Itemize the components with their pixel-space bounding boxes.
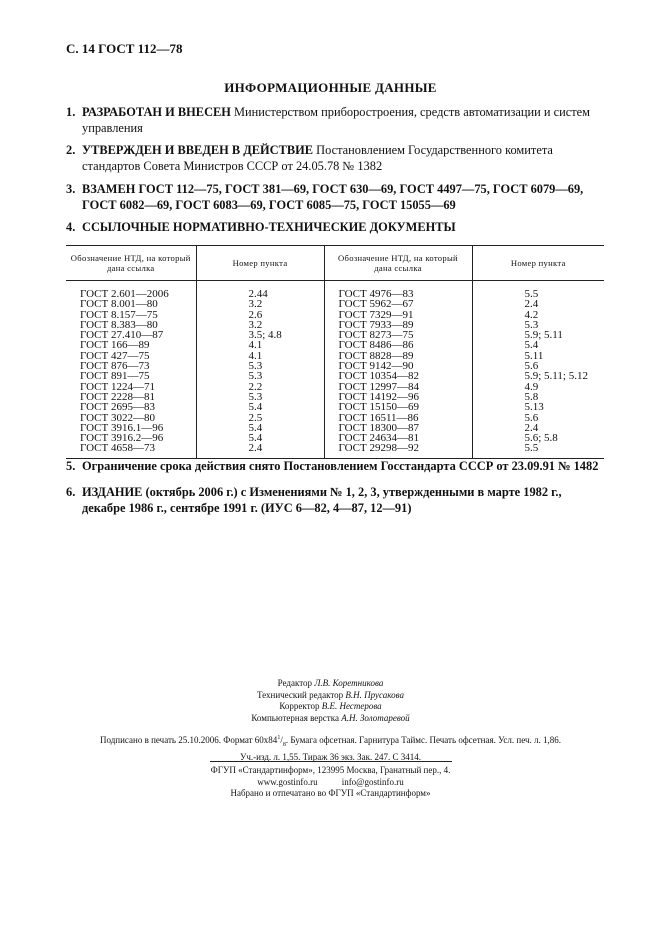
editor-role: Редактор [277, 678, 313, 688]
tech-editor-line [0, 690, 661, 702]
clause-number-cell: 5.3 [196, 392, 324, 402]
clause-number-cell: 5.8 [524, 390, 539, 403]
clause-number-cell: 5.3 [524, 318, 539, 331]
print-info-line-1 [40, 732, 621, 751]
editor-name: Л.В. Коретникова [314, 678, 384, 688]
clause-number-cell: 5.11 [524, 349, 544, 362]
item-number: 1. [66, 105, 76, 119]
info-item-2 [66, 142, 606, 174]
ntd-designation-cell: ГОСТ 2695—83 [66, 402, 196, 412]
item-number: 5. [66, 459, 76, 473]
ntd-designation-cell: ГОСТ 14192—96 [324, 392, 472, 402]
publisher-website[interactable]: www.gostinfo.ru [257, 776, 318, 787]
ntd-designation-cell: ГОСТ 8273—75 [324, 330, 472, 340]
ntd-designation-cell: ГОСТ 2.601—2006 [66, 281, 196, 300]
ntd-designation-cell: ГОСТ 7933—89 [324, 320, 472, 330]
ntd-designation-cell: ГОСТ 24634—81 [324, 433, 472, 443]
clause-number-cell: 3.5; 4.8 [196, 330, 324, 340]
ntd-designation-cell: ГОСТ 8486—86 [324, 340, 472, 350]
ntd-designation-cell: ГОСТ 166—89 [66, 340, 196, 350]
corrector-line [0, 701, 661, 713]
info-item-3 [66, 181, 606, 213]
clause-number-cell: 2.4 [524, 298, 539, 311]
ntd-designation-cell: ГОСТ 3916.1—96 [66, 423, 196, 433]
header-clause-1: Номер пункта [196, 246, 324, 281]
clause-number-cell: 5.3 [196, 371, 324, 381]
ntd-designation-cell: ГОСТ 8.001—80 [66, 299, 196, 309]
ntd-designation-cell: ГОСТ 5962—67 [324, 299, 472, 309]
tech-editor-name: В.Н. Прусакова [345, 689, 405, 700]
item-number: 4. [66, 220, 76, 234]
info-item-6 [66, 484, 606, 516]
ntd-designation-cell: ГОСТ 27.410—87 [66, 330, 196, 340]
ntd-designation-cell: ГОСТ 9142—90 [324, 361, 472, 371]
ntd-designation-cell: ГОСТ 7329—91 [324, 310, 472, 320]
publisher-info [0, 765, 661, 800]
corrector-name: В.Е. Нестерова [321, 701, 382, 711]
ntd-designation-cell: ГОСТ 12997—84 [324, 382, 472, 392]
table-row [66, 443, 604, 458]
format-slash: / [280, 735, 283, 745]
ntd-designation-cell: ГОСТ 2228—81 [66, 392, 196, 402]
item-number: 6. [66, 485, 76, 499]
layout-line [0, 713, 661, 725]
clause-number-cell: 5.13 [524, 401, 544, 414]
running-head: С. 14 ГОСТ 112—78 [66, 41, 183, 56]
clause-number-cell: 3.2 [196, 299, 324, 309]
clause-number-cell: 5.9; 5.11; 5.12 [524, 370, 588, 383]
publisher-contacts [0, 777, 661, 789]
ntd-designation-cell: ГОСТ 3022—80 [66, 413, 196, 423]
item-text: ВЗАМЕН ГОСТ 112—75, ГОСТ 381—69, ГОСТ 630—69, ГОСТ 4497—75, ГОСТ 6079—69, ГОСТ 6082—69, ГОСТ 6083—69, ГОСТ 6085—75, ГОСТ 15055—69 [82, 182, 584, 212]
clause-number-cell: 5.5 [472, 443, 604, 458]
print-info-part: Подписано в печать 25.10.2006. Формат 60х84 [99, 735, 278, 745]
format-sub: 8 [282, 741, 286, 748]
print-info-line-2: Уч.-изд. л. 1,55. Тираж 36 экз. Зак. 247. С 3414. [239, 751, 422, 762]
header-ntd-2: Обозначение НТД, на который дана ссылка [324, 246, 472, 281]
clause-number-cell: 3.2 [196, 320, 324, 330]
item-text: ИЗДАНИЕ (октябрь 2006 г.) с Изменениями № 1, 2, 3, утвержденными в марте 1982 г., декабре 1986 г., сентябре 1991 г. (ИУС 6—82, 4—87, 12—91) [82, 485, 562, 515]
clause-number-cell: 5.3 [196, 361, 324, 371]
editor-line [0, 678, 661, 690]
item-lead: РАЗРАБОТАН И ВНЕСЕН [82, 105, 231, 119]
format-sup: 1 [277, 735, 281, 741]
ntd-designation-cell: ГОСТ 3916.2—96 [66, 433, 196, 443]
print-info [40, 732, 621, 763]
clause-number-cell: 4.2 [524, 308, 539, 321]
ntd-designation-cell: ГОСТ 8.383—80 [66, 320, 196, 330]
item-text: ССЫЛОЧНЫЕ НОРМАТИВНО-ТЕХНИЧЕСКИЕ ДОКУМЕНТЫ [82, 220, 456, 234]
clause-number-cell: 2.4 [196, 443, 324, 458]
clause-number-cell: 2.6 [196, 310, 324, 320]
ntd-designation-cell: ГОСТ 16511—86 [324, 413, 472, 423]
item-number: 2. [66, 143, 76, 157]
colophon [0, 678, 661, 724]
ntd-designation-cell: ГОСТ 891—75 [66, 371, 196, 381]
item-lead: УТВЕРЖДЕН И ВВЕДЕН В ДЕЙСТВИЕ [82, 143, 314, 157]
ntd-designation-cell: ГОСТ 427—75 [66, 351, 196, 361]
corrector-role: Корректор [279, 701, 320, 711]
info-item-1 [66, 104, 606, 136]
info-item-4 [66, 219, 606, 235]
clause-number-cell: 2.4 [524, 421, 539, 434]
clause-number-cell: 5.4 [196, 402, 324, 412]
ntd-designation-cell: ГОСТ 29298—92 [324, 443, 472, 458]
references-table [66, 245, 604, 459]
tech-editor-role: Технический редактор [256, 689, 344, 700]
clause-number-cell: 4.9 [524, 380, 539, 393]
clause-number-cell: 2.44 [196, 281, 324, 300]
clause-number-cell: 5.5 [524, 288, 539, 300]
clause-number-cell: 5.4 [196, 433, 324, 443]
divider [210, 761, 452, 762]
ntd-designation-cell: ГОСТ 10354—82 [324, 371, 472, 381]
clause-number-cell: 4.1 [196, 340, 324, 350]
table-header-row [66, 246, 604, 281]
ntd-designation-cell: ГОСТ 15150—69 [324, 402, 472, 412]
clause-number-cell: 5.6; 5.8 [524, 432, 558, 445]
section-title: ИНФОРМАЦИОННЫЕ ДАННЫЕ [224, 80, 437, 95]
clause-number-cell: 4.1 [196, 351, 324, 361]
ntd-designation-cell: ГОСТ 8828—89 [324, 351, 472, 361]
header-ntd-1: Обозначение НТД, на который дана ссылка [66, 246, 196, 281]
clause-number-cell: 5.4 [196, 423, 324, 433]
clause-number-cell: 5.6 [524, 360, 539, 373]
ntd-designation-cell: ГОСТ 4658—73 [66, 443, 196, 458]
clause-number-cell: 5.6 [524, 411, 539, 424]
print-info-part: . Бумага офсетная. Гарнитура Таймс. Печать офсетная. Усл. печ. л. 1,86. [285, 735, 562, 745]
clause-number-cell: 2.5 [196, 413, 324, 423]
publisher-printed: Набрано и отпечатано во ФГУП «Стандартинформ» [230, 788, 431, 798]
ntd-designation-cell: ГОСТ 876—73 [66, 361, 196, 371]
publisher-address: ФГУП «Стандартинформ», 123995 Москва, Гранатный пер., 4. [210, 765, 451, 775]
item-text: Постановлением Государственного комитета стандартов Совета Министров СССР от 24.05.78 № 1382 [82, 143, 553, 173]
layout-role: Компьютерная верстка [251, 712, 339, 723]
item-number: 3. [66, 182, 76, 196]
ntd-designation-cell: ГОСТ 8.157—75 [66, 310, 196, 320]
ntd-designation-cell: ГОСТ 4976—83 [324, 281, 472, 300]
ntd-designation-cell: ГОСТ 18300—87 [324, 423, 472, 433]
item-text: Министерством приборостроения, средств автоматизации и систем управления [82, 105, 590, 135]
publisher-email[interactable]: info@gostinfo.ru [341, 776, 404, 787]
info-item-5 [66, 458, 606, 474]
ntd-designation-cell: ГОСТ 1224—71 [66, 382, 196, 392]
clause-number-cell: 5.4 [524, 339, 539, 352]
references-table-body [66, 281, 604, 459]
item-text: Ограничение срока действия снято Постановлением Госстандарта СССР от 23.09.91 № 1482 [82, 459, 599, 473]
clause-number-cell: 2.2 [196, 382, 324, 392]
clause-number-cell: 5.9; 5.11 [524, 329, 563, 342]
layout-name: А.Н. Золотаревой [341, 712, 410, 723]
header-clause-2: Номер пункта [472, 246, 604, 281]
table-row [66, 281, 604, 300]
